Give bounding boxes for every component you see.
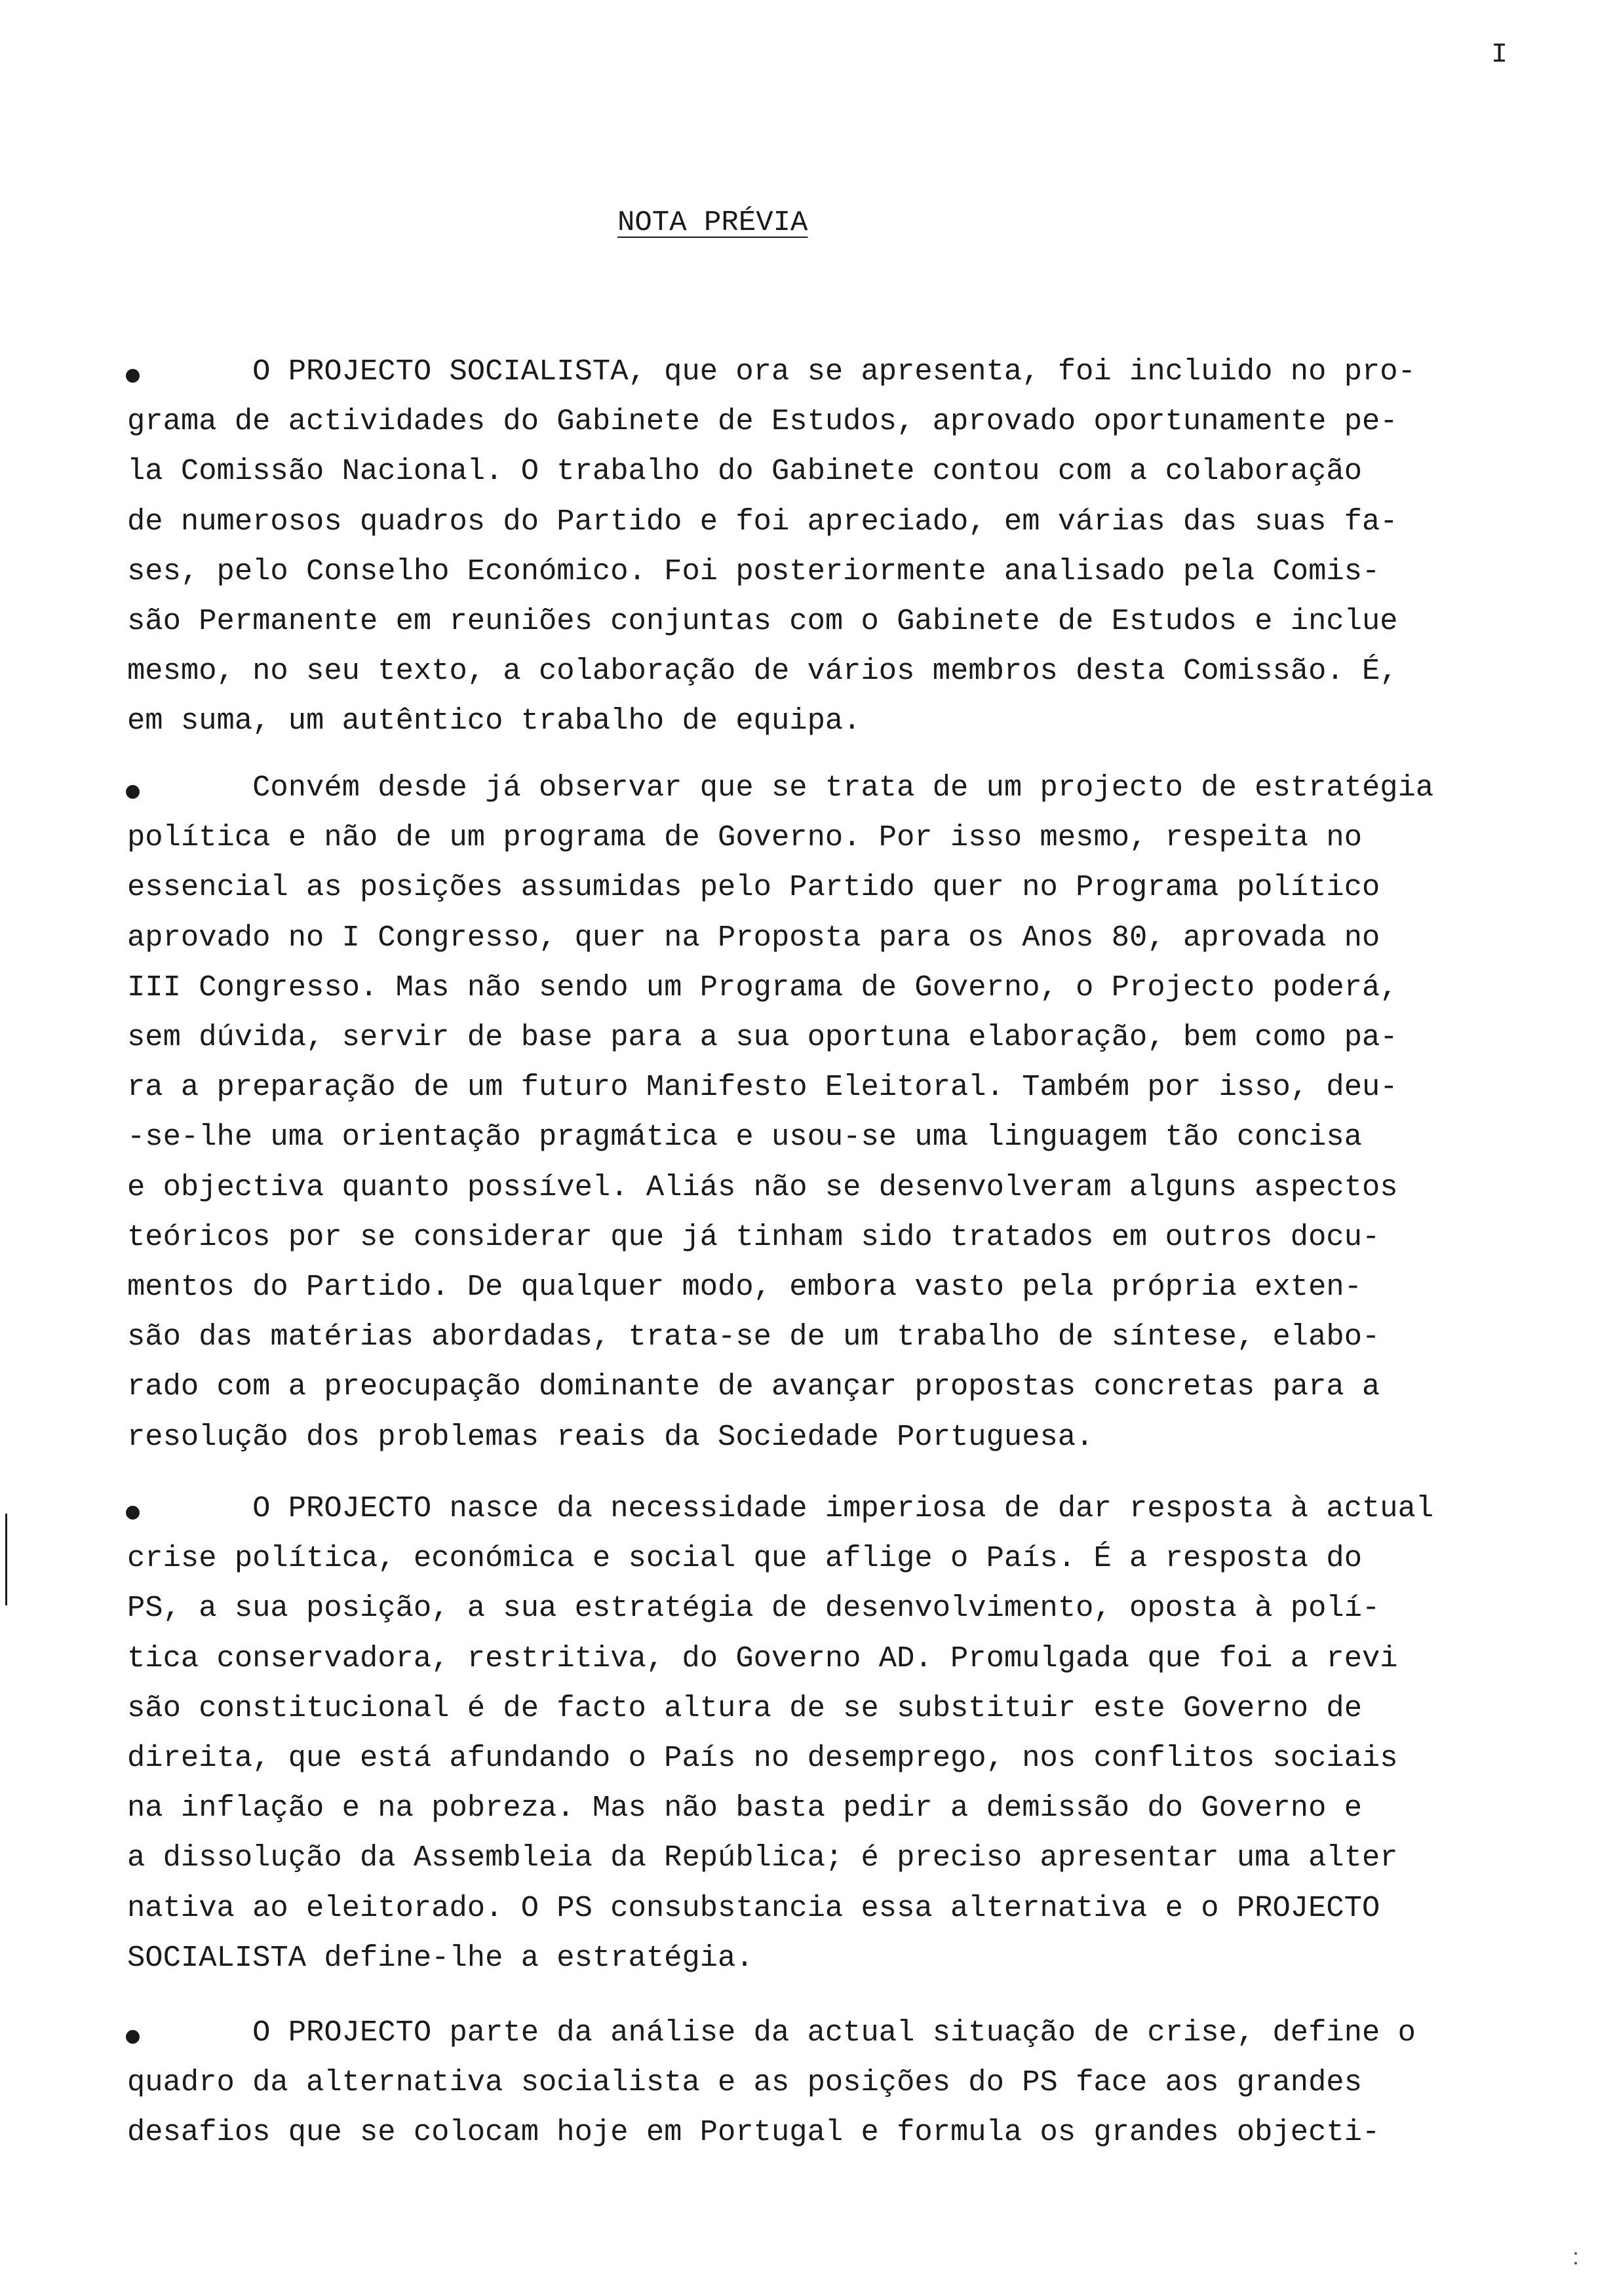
- text-line: aprovado no I Congresso, quer na Proposta para os Anos 80, aprovada no: [127, 920, 1380, 955]
- text-line: política e não de um programa de Governo. Por isso mesmo, respeita no: [127, 820, 1363, 855]
- text-line: O PROJECTO SOCIALISTA, que ora se apresenta, foi incluido no pro-: [127, 354, 1416, 389]
- margin-mark: [5, 1514, 7, 1605]
- stray-dot: [1574, 2252, 1577, 2255]
- text-line: sem dúvida, servir de base para a sua oportuna elaboração, bem como pa-: [127, 1020, 1398, 1054]
- text-line: grama de actividades do Gabinete de Estudos, aprovado oportunamente pe-: [127, 404, 1398, 439]
- text-line: ses, pelo Conselho Económico. Foi posteriormente analisado pela Comis-: [127, 554, 1380, 588]
- text-line: e objectiva quanto possível. Aliás não se desenvolveram alguns aspectos: [127, 1170, 1398, 1204]
- text-line: desafios que se colocam hoje em Portugal e formula os grandes objecti-: [127, 2115, 1380, 2150]
- text-line: -se-lhe uma orientação pragmática e usou-se uma linguagem tão concisa: [127, 1120, 1363, 1155]
- text-line: resolução dos problemas reais da Sociedade Portuguesa.: [127, 1419, 1094, 1454]
- text-line: são das matérias abordadas, trata-se de um trabalho de síntese, elabo-: [127, 1320, 1380, 1354]
- text-line: Convém desde já observar que se trata de um projecto de estratégia: [127, 771, 1434, 805]
- document-title: NOTA PRÉVIA: [617, 206, 808, 239]
- text-line: são constitucional é de facto altura de se substituir este Governo de: [127, 1691, 1363, 1725]
- stray-dot: [1574, 2262, 1577, 2265]
- text-line: SOCIALISTA define-lhe a estratégia.: [127, 1940, 754, 1975]
- text-line: III Congresso. Mas não sendo um Programa de Governo, o Projecto poderá,: [127, 970, 1398, 1004]
- text-line: direita, que está afundando o País no desemprego, nos conflitos sociais: [127, 1741, 1398, 1775]
- text-line: ra a preparação de um futuro Manifesto Eleitoral. Também por isso, deu-: [127, 1070, 1398, 1105]
- page-number: I: [1491, 39, 1508, 70]
- text-line: mentos do Partido. De qualquer modo, embora vasto pela própria exten-: [127, 1270, 1363, 1304]
- text-line: tica conservadora, restritiva, do Governo AD. Promulgada que foi a revi: [127, 1641, 1398, 1675]
- text-line: rado com a preocupação dominante de avançar propostas concretas para a: [127, 1369, 1380, 1404]
- text-line: são Permanente em reuniões conjuntas com o Gabinete de Estudos e inclue: [127, 604, 1398, 638]
- text-line: mesmo, no seu texto, a colaboração de vários membros desta Comissão. É,: [127, 654, 1398, 689]
- text-line: nativa ao eleitorado. O PS consubstancia essa alternativa e o PROJECTO: [127, 1890, 1380, 1925]
- text-line: essencial as posições assumidas pelo Partido quer no Programa político: [127, 870, 1380, 905]
- text-line: quadro da alternativa socialista e as posições do PS face aos grandes: [127, 2065, 1363, 2100]
- text-line: teóricos por se considerar que já tinham sido tratados em outros docu-: [127, 1219, 1380, 1254]
- text-line: em suma, um autêntico trabalho de equipa.: [127, 704, 861, 738]
- text-line: crise política, económica e social que aflige o País. É a resposta do: [127, 1541, 1363, 1576]
- text-line: la Comissão Nacional. O trabalho do Gabinete contou com a colaboração: [127, 454, 1363, 489]
- text-line: na inflação e na pobreza. Mas não basta pedir a demissão do Governo e: [127, 1791, 1363, 1826]
- text-line: O PROJECTO nasce da necessidade imperiosa de dar resposta à actual: [127, 1491, 1434, 1525]
- text-line: PS, a sua posição, a sua estratégia de desenvolvimento, oposta à polí-: [127, 1591, 1380, 1626]
- text-line: de numerosos quadros do Partido e foi apreciado, em várias das suas fa-: [127, 504, 1398, 539]
- text-line: a dissolução da Assembleia da República; é preciso apresentar uma alter: [127, 1841, 1398, 1875]
- text-line: O PROJECTO parte da análise da actual situação de crise, define o: [127, 2016, 1416, 2050]
